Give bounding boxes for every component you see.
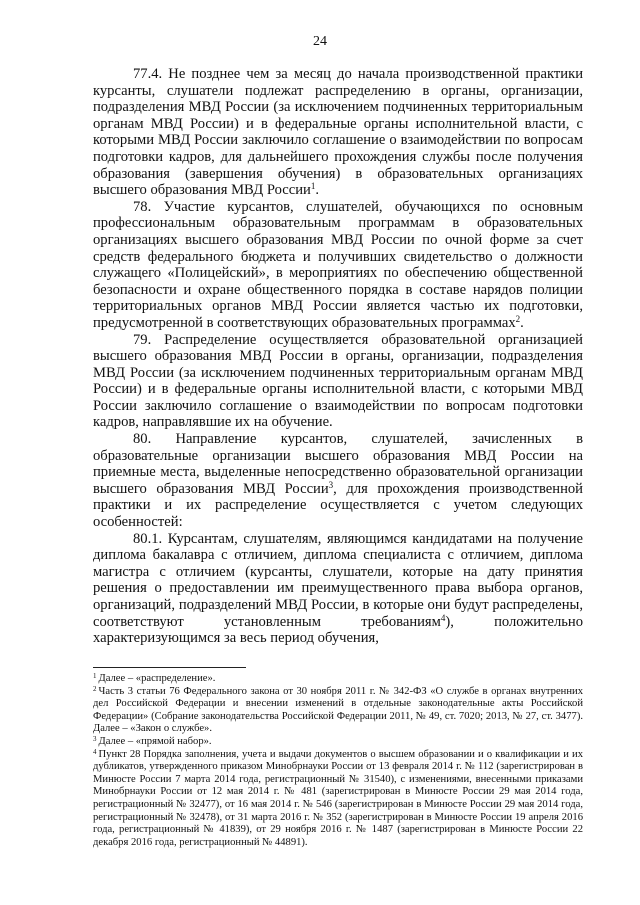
paragraph-78 [93, 199, 583, 332]
paragraph-tail: . [315, 182, 319, 199]
paragraph-tail: . [520, 314, 524, 331]
footnote-ref-2: 2 [515, 313, 521, 324]
paragraph-77-4 [93, 66, 583, 199]
paragraph-text: 78. Участие курсантов, слушателей, обучающихся по основным профессиональным образовательным программам в образовательных организациях высшего образования МВД России по очной форме за счет средств федерального бюджета и получивших свидетельство о должности служащего «Полицейский», в мероприятиях по обеспечению общественной безопасности и охране общественного порядка в составе нарядов полиции территориальных органов МВД России является частью их подготовки, предусмотренной в соответствующих образовательных программах [93, 198, 583, 331]
paragraph-text: 80.1. Курсантам, слушателям, являющимся кандидатами на получение диплома бакалавра с отличием, диплома специалиста с отличием, диплома магистра с отличием (курсанты, слушатели, которые на дату принятия решения о предоставлении им преимущественного права выбора органов, организаций, подразделений МВД России, в которые они будут распределены, соответствуют установленным требованиям [93, 530, 583, 630]
footnote-number: 3 [93, 734, 97, 743]
footnote-1 [93, 673, 583, 686]
footnote-ref-3: 3 [328, 479, 334, 490]
footnotes [93, 673, 583, 849]
footnote-3 [93, 736, 583, 749]
footnote-2 [93, 686, 583, 736]
paragraph-80 [93, 431, 583, 531]
paragraph-text-after: ), положительно характеризующимся за весь период обучения, [93, 613, 583, 647]
footnote-ref-1: 1 [310, 181, 316, 192]
paragraph-text: 79. Распределение осуществляется образовательной организацией высшего образования МВД России в органы, организации, подразделения МВД России (за исключением подчиненных территориальным органам МВД России) и в федеральные органы исполнительной власти, с которыми МВД России заключило соглашение о взаимодействии по вопросам подготовки кадров, направлявшие их на обучение. [93, 331, 583, 431]
footnote-number: 2 [93, 684, 97, 693]
footnote-number: 4 [93, 747, 97, 756]
footnote-text: Далее – «распределение». [98, 673, 216, 684]
paragraph-text: 80. Направление курсантов, слушателей, зачисленных в образовательные организации высшего образования МВД России на приемные места, выделенные непосредственно образовательной организации высшего образования МВД России [93, 431, 583, 497]
footnote-number: 1 [93, 672, 97, 680]
footnote-text: Далее – «прямой набор». [98, 735, 212, 747]
paragraph-80-1 [93, 531, 583, 647]
footnote-4 [93, 749, 583, 850]
footnote-ref-4: 4 [440, 612, 446, 623]
footnote-text: Пункт 28 Порядка заполнения, учета и выдачи документов о высшем образовании и о квалификации и их дубликатов, утвержденного приказом Минобрнауки России от 13 февраля 2014 г. № 112 (зарегистрирован в Минюсте России 7 марта 2014 года, регистрационный № 31540), с изменениями, внесенными приказами Минобрнауки России от 12 мая 2014 г. № 481 (зарегистрирован в Минюсте России 29 мая 2014 года, регистрационный № 32477), от 16 мая 2014 г. № 546 (зарегистрирован в Минюсте России 29 мая 2014 года, регистрационный № 32478), от 31 марта 2016 г. № 352 (зарегистрирован в Минюсте России 19 апреля 2016 года, регистрационный № 41839), от 29 ноября 2016 г. № 1487 (зарегистрирован в Минюсте России 22 декабря 2016 года, регистрационный № 44891). [93, 748, 583, 848]
paragraph-79 [93, 332, 583, 432]
footnote-separator [93, 667, 246, 668]
footnote-text: Часть 3 статьи 76 Федерального закона от 30 ноября 2011 г. № 342-ФЗ «О службе в органах внутренних дел Российской Федерации и внесении изменений в отдельные законодательные акты Российской Федерации» (Собрание законодательства Российской Федерации 2011, № 49, ст. 7020; 2013, № 27, ст. 3477). Далее – «Закон о службе». [93, 685, 583, 735]
paragraph-text: 77.4. Не позднее чем за месяц до начала производственной практики курсанты, слушатели подлежат распределению в органы, организации, подразделения МВД России (за исключением подчиненных территориальным органам МВД России) и в федеральные органы исполнительной власти, с которыми МВД России заключило соглашение о взаимодействии по вопросам подготовки кадров, для дальнейшего прохождения службы после получения образования (завершения обучения) в образовательных организациях высшего образования МВД России [93, 66, 583, 199]
page-number: 24 [313, 34, 327, 49]
paragraph-text-after: , для прохождения производственной практики и их распределение осуществляется с учетом следующих особенностей: [93, 480, 583, 531]
document-body [93, 66, 583, 647]
